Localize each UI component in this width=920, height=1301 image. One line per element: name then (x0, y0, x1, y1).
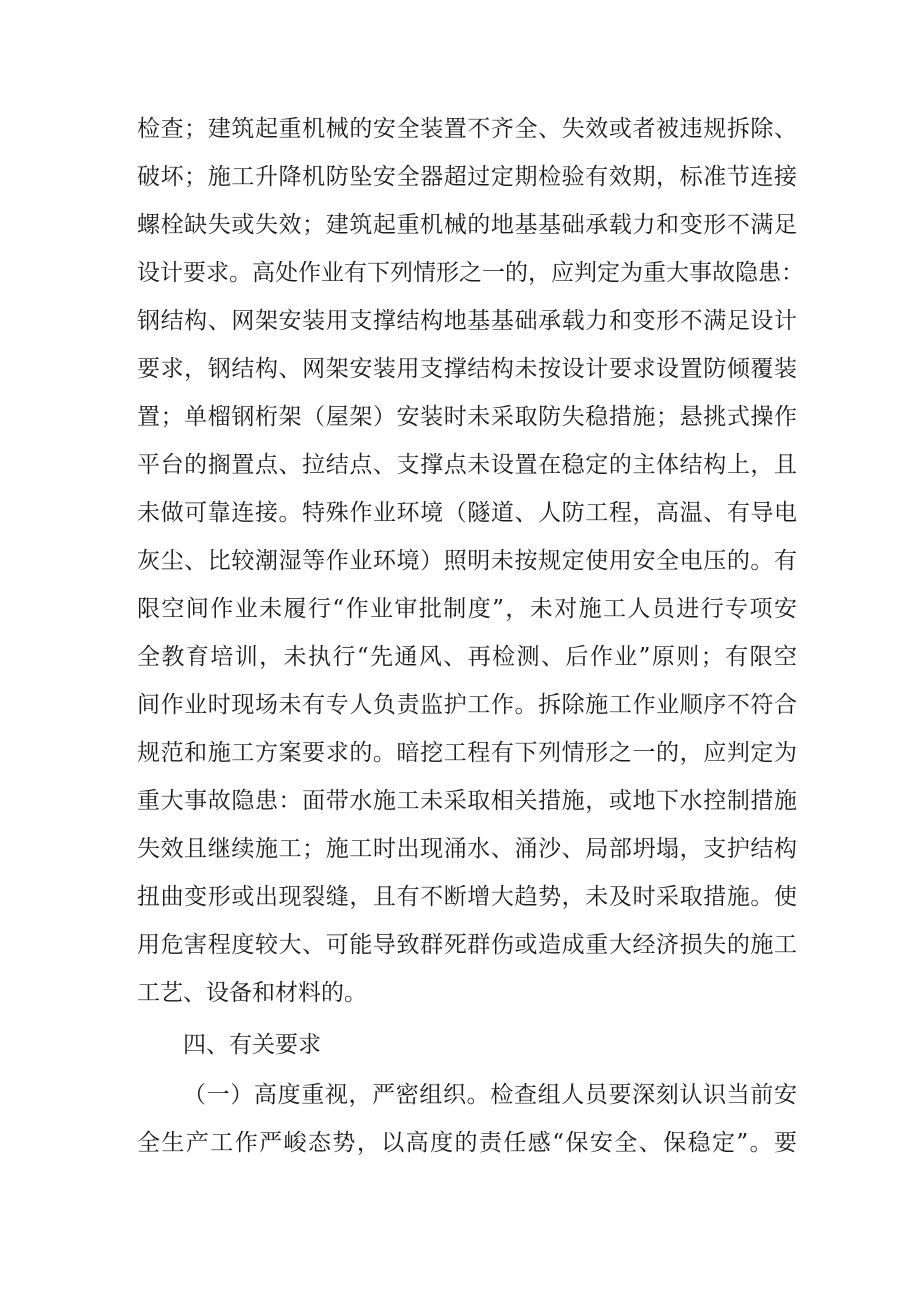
body-text-line: 平台的搁置点、拉结点、支撑点未设置在稳定的主体结构上，且 (137, 452, 797, 478)
body-text-line: 限空间作业未履行“作业审批制度”，未对施工人员进行专项安 (137, 596, 797, 622)
body-text-line: 用危害程度较大、可能导致群死群伤或造成重大经济损失的施工 (137, 932, 797, 958)
body-text-line: 未做可靠连接。特殊作业环境（隧道、人防工程，高温、有导电 (137, 500, 797, 526)
body-text-line: 置；单榴钢桁架（屋架）安装时未采取防失稳措施；悬挑式操作 (137, 404, 797, 430)
body-text-line: 钢结构、网架安装用支撑结构地基基础承载力和变形不满足设计 (137, 308, 797, 334)
body-text-line: 破坏；施工升降机防坠安全器超过定期检验有效期，标准节连接 (137, 164, 797, 190)
body-text-line: 规范和施工方案要求的。暗挖工程有下列情形之一的，应判定为 (137, 740, 797, 766)
body-text-line: 工艺、设备和材料的。 (137, 980, 367, 1006)
body-text-line: 扭曲变形或出现裂缝，且有不断增大趋势，未及时采取措施。使 (137, 884, 797, 910)
section-heading: 四、有关要求 (183, 1032, 321, 1058)
body-text-line: 全教育培训，未执行“先通风、再检测、后作业”原则；有限空 (137, 644, 797, 670)
body-text-line: 螺栓缺失或失效；建筑起重机械的地基基础承载力和变形不满足 (137, 212, 797, 238)
body-text-line: 要求，钢结构、网架安装用支撑结构未按设计要求设置防倾覆装 (137, 356, 797, 382)
body-text-line: 检查；建筑起重机械的安全装置不齐全、失效或者被违规拆除、 (137, 116, 797, 142)
body-text-line: 重大事故隐患：面带水施工未采取相关措施，或地下水控制措施 (137, 788, 797, 814)
paragraph-first-line: （一）高度重视，严密组织。检查组人员要深刻认识当前安 (183, 1082, 797, 1108)
body-text-line: 设计要求。高处作业有下列情形之一的，应判定为重大事故隐患： (137, 260, 804, 286)
body-text-line: 间作业时现场未有专人负责监护工作。拆除施工作业顺序不符合 (137, 692, 797, 718)
body-text-line: 全生产工作严峻态势，以高度的责任感“保安全、保稳定”。要 (137, 1130, 797, 1156)
body-text-line: 灰尘、比较潮湿等作业环境）照明未按规定使用安全电压的。有 (137, 548, 797, 574)
body-text-line: 失效且继续施工；施工时出现涌水、涌沙、局部坍塌，支护结构 (137, 836, 797, 862)
